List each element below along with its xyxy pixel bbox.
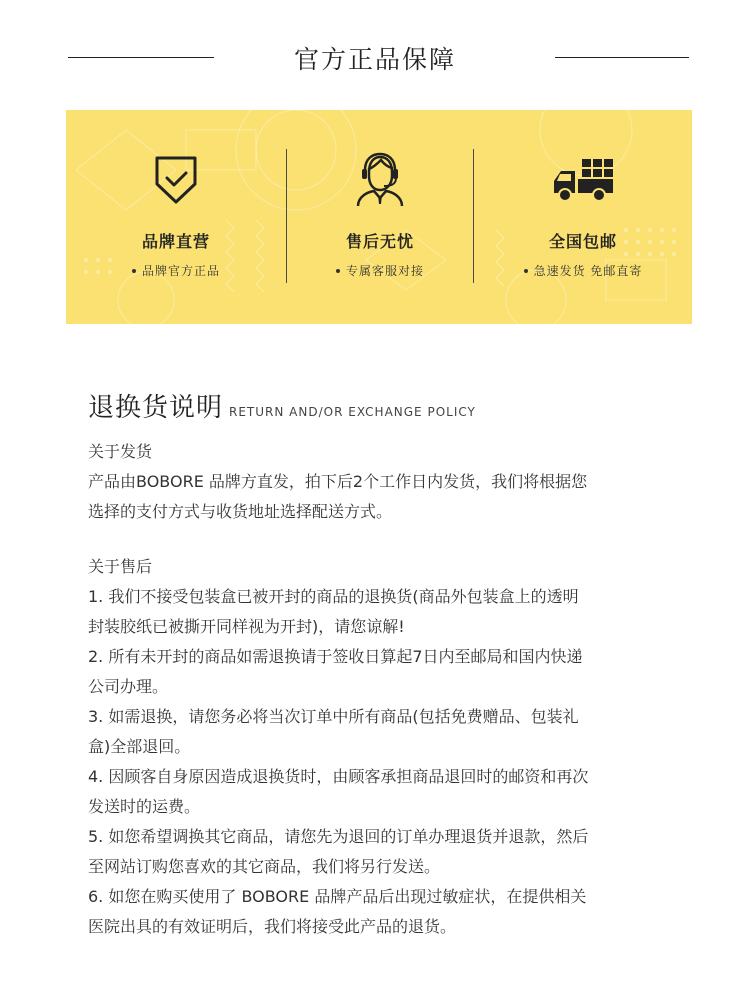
aftersale-line: 6. 如您在购买使用了 BOBORE 品牌产品后出现过敏症状，在提供相关 [88, 887, 587, 906]
bullet-dot [132, 269, 136, 273]
guarantee-banner [66, 110, 692, 324]
shield-check-icon [66, 150, 286, 210]
aftersale-line: 医院出具的有效证明后，我们将接受此产品的退货。 [88, 917, 457, 936]
shipping-heading: 关于发货 [88, 442, 153, 461]
aftersale-line: 至网站订购您喜欢的其它商品，我们将另行发送。 [88, 857, 441, 876]
feature-after-sales [287, 110, 473, 324]
aftersale-line: 5. 如您希望调换其它商品，请您先为退回的订单办理退货并退款，然后 [88, 827, 589, 846]
policy-title: 退换货说明 [88, 393, 224, 423]
aftersale-heading: 关于售后 [88, 557, 153, 576]
aftersale-line: 盒)全部退回。 [88, 737, 191, 756]
aftersale-line: 2. 所有未开封的商品如需退换请于签收日算起7日内至邮局和国内快递 [88, 647, 583, 666]
delivery-truck-icon [474, 150, 692, 210]
feature-title: 售后无忧 [345, 232, 414, 251]
aftersale-line: 发送时的运费。 [88, 797, 201, 816]
aftersale-line: 4. 因顾客自身原因造成退换货时，由顾客承担商品退回时的邮资和再次 [88, 767, 589, 786]
page-title: 官方正品保障 [293, 45, 456, 74]
feature-title: 全国包邮 [548, 232, 617, 251]
policy-heading [88, 387, 476, 424]
aftersale-line: 封装胶纸已被撕开同样视为开封)，请您谅解! [88, 617, 405, 636]
feature-desc-row [287, 262, 473, 279]
feature-desc: 品牌官方正品 [141, 264, 220, 278]
customer-service-icon [287, 150, 473, 210]
bullet-dot [524, 269, 528, 273]
policy-body [88, 437, 688, 942]
feature-title: 品牌直营 [141, 232, 210, 251]
policy-subtitle: RETURN AND/OR EXCHANGE POLICY [229, 405, 476, 419]
feature-desc-row [474, 262, 692, 279]
aftersale-line: 1. 我们不接受包装盒已被开封的商品的退换货(商品外包装盒上的透明 [88, 587, 579, 606]
aftersale-line: 3. 如需退换，请您务必将当次订单中所有商品(包括免费赠品、包装礼 [88, 707, 579, 726]
shipping-line: 产品由BOBORE 品牌方直发，拍下后2个工作日内发货，我们将根据您 [88, 472, 588, 491]
feature-desc: 急速发货 免邮直寄 [533, 264, 643, 278]
bullet-dot [336, 269, 340, 273]
section-gap [88, 527, 688, 552]
feature-brand-direct [66, 110, 286, 324]
feature-free-shipping [474, 110, 692, 324]
header-rule-right [555, 57, 689, 58]
feature-desc: 专属客服对接 [345, 264, 424, 278]
aftersale-line: 公司办理。 [88, 677, 169, 696]
section-header [0, 30, 750, 82]
shipping-line: 选择的支付方式与收货地址选择配送方式。 [88, 502, 393, 521]
feature-desc-row [66, 262, 286, 279]
